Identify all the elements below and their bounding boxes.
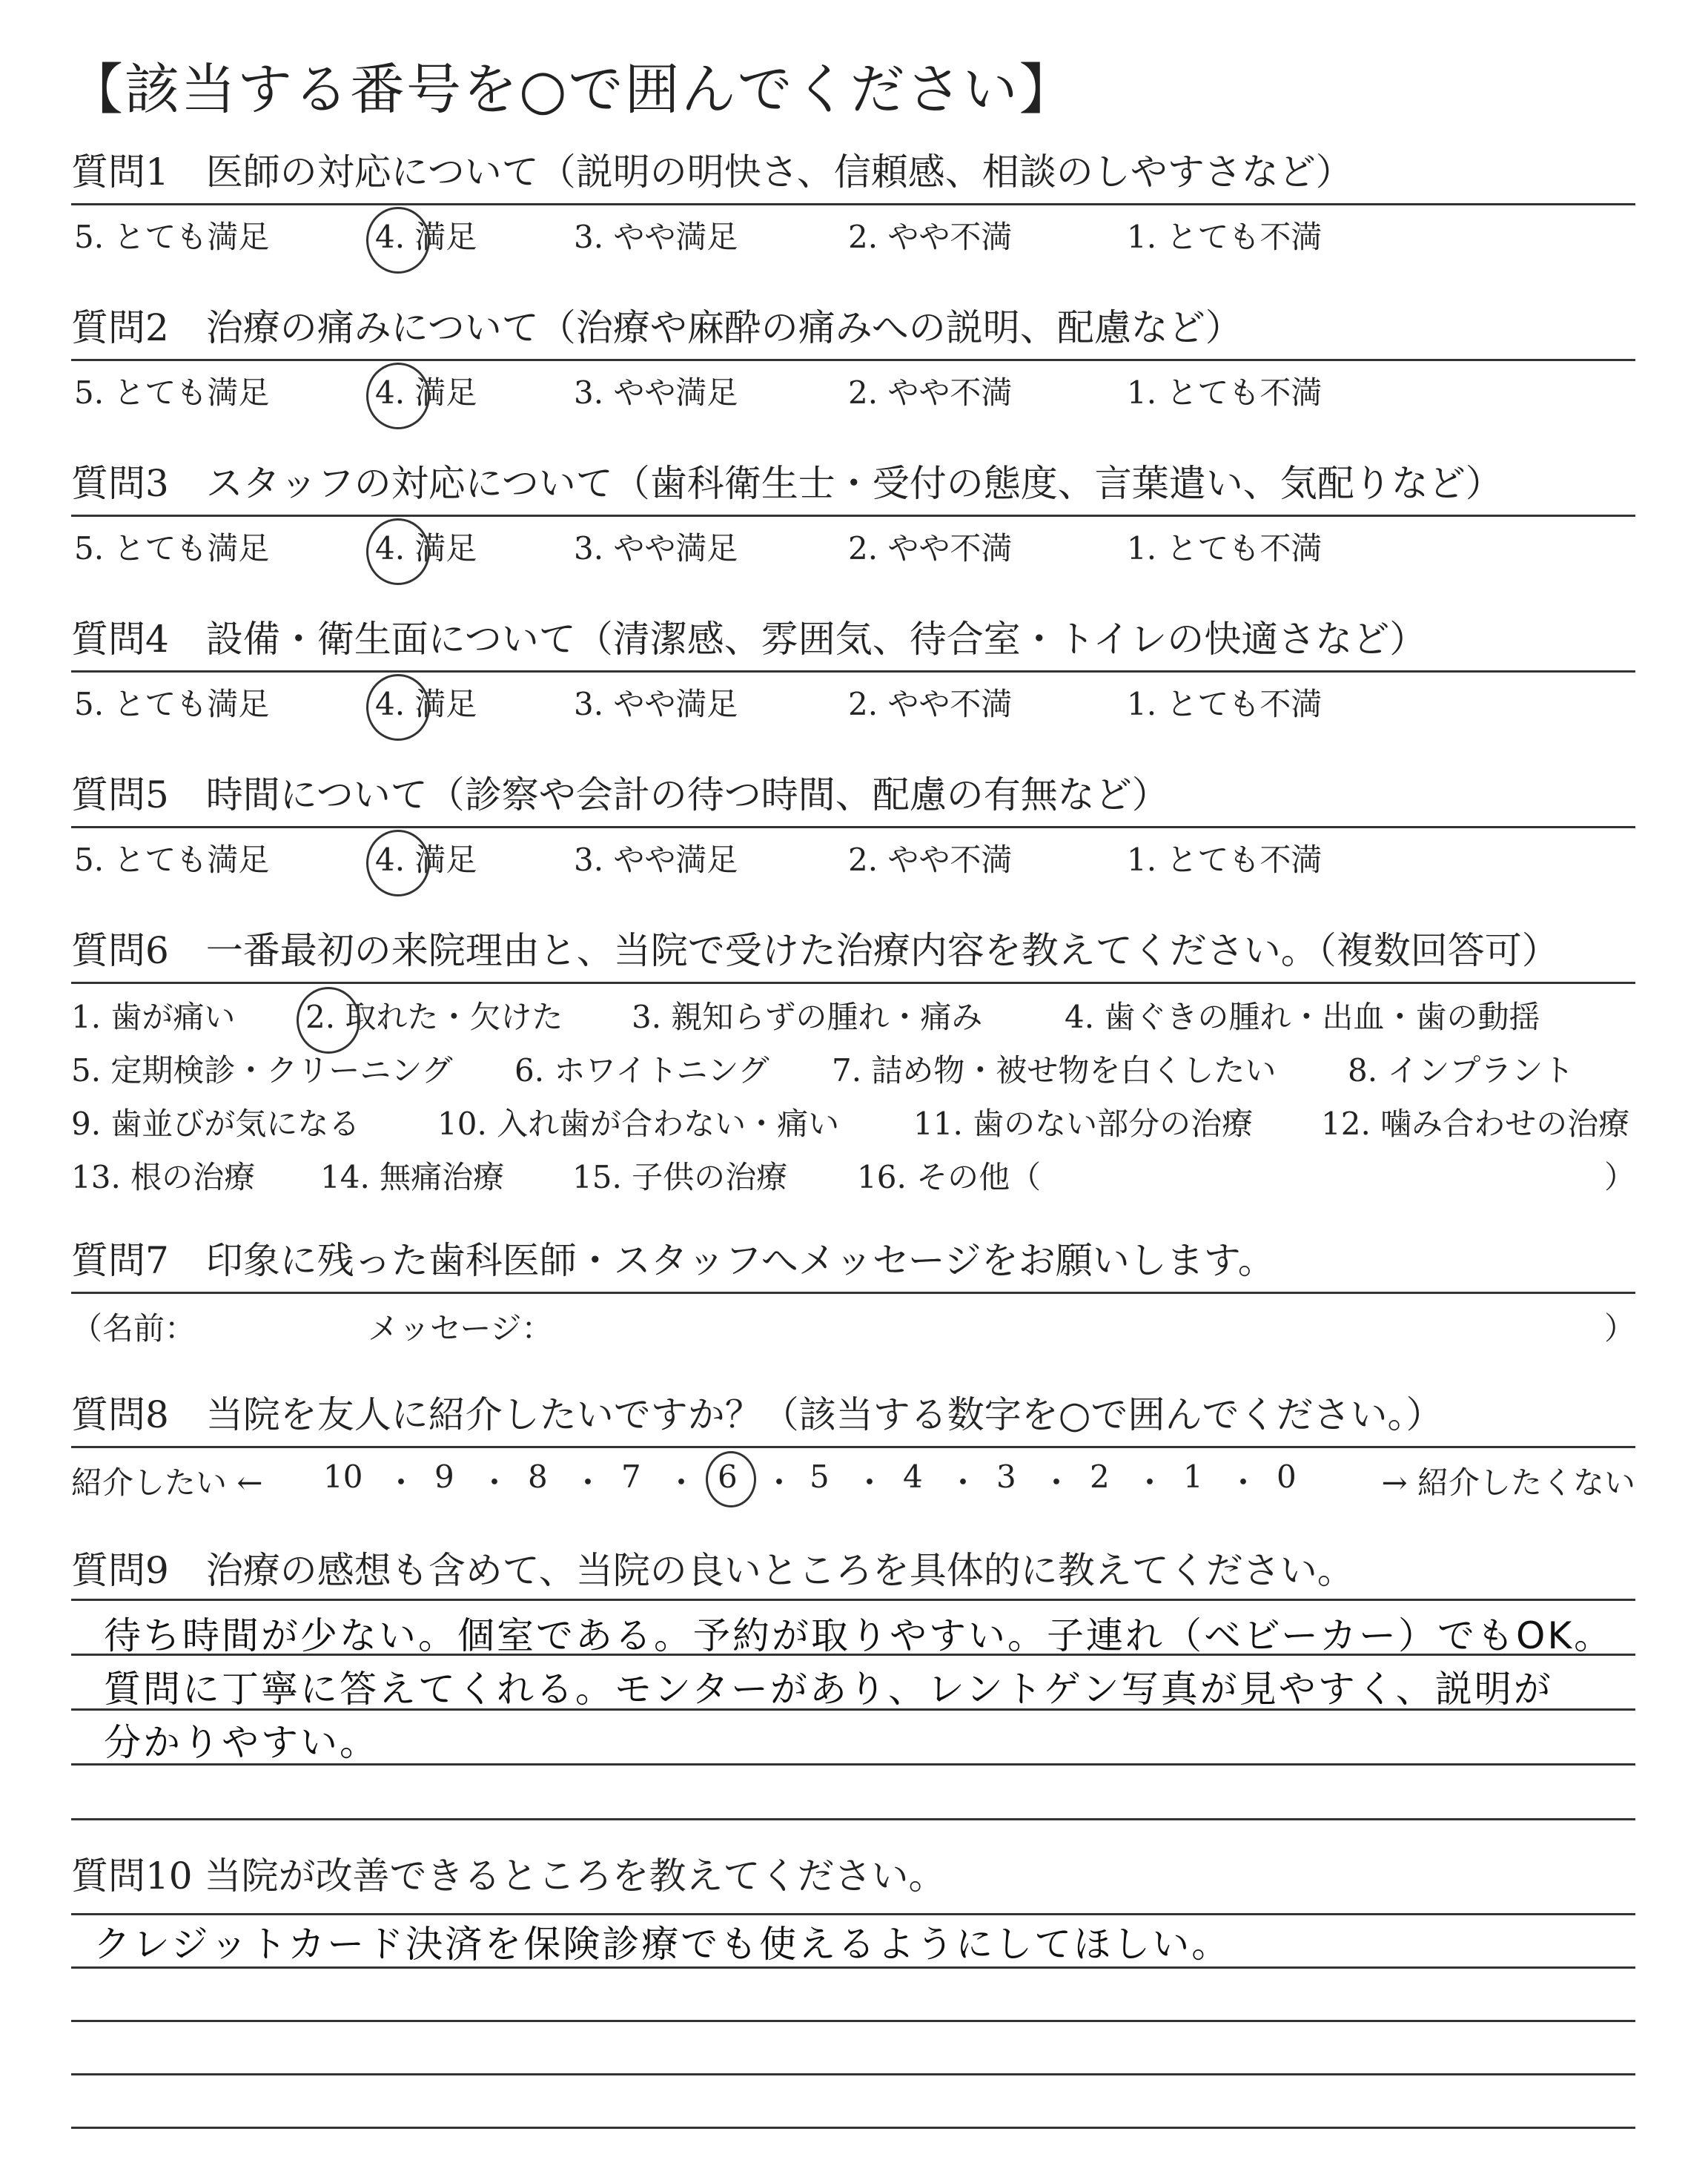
q6-option-3[interactable]: 3. 親知らずの腫れ・痛み: [632, 999, 983, 1035]
choice-5[interactable]: 5. とても満足: [74, 219, 270, 255]
name-label: （名前：: [71, 1310, 196, 1347]
question-label: 質問9 治療の感想も含めて、当院の良いところを具体的に教えてください。: [71, 1549, 1354, 1592]
handwritten-answer-line: 分かりやすい。: [104, 1721, 379, 1764]
choice-3[interactable]: 3. やや満足: [574, 686, 738, 722]
scale-separator: ・: [1041, 1464, 1073, 1501]
scale-number: 7: [621, 1459, 641, 1495]
question-label: 質問1 医師の対応について（説明の明快さ、信頼感、相談のしやすさなど）: [71, 148, 1635, 205]
q7-fields: [71, 1294, 1635, 1353]
page-title: 【該当する番号を○で囲んでください】: [68, 58, 1076, 122]
choice-1[interactable]: 1. とても不満: [1127, 842, 1323, 878]
question-label: 質問7 印象に残った歯科医師・スタッフへメッセージをお願いします。: [71, 1237, 1635, 1294]
scale-9[interactable]: [434, 1459, 454, 1495]
scale-6-selected[interactable]: [718, 1459, 738, 1495]
scale-number: 1: [1183, 1459, 1203, 1495]
choice-4-selected[interactable]: 4. 満足: [375, 369, 477, 413]
q6-option-6[interactable]: 6. ホワイトニング: [514, 1052, 769, 1089]
scale-3[interactable]: [996, 1459, 1016, 1495]
choice-1[interactable]: 1. とても不満: [1127, 374, 1323, 411]
recommend-left-label: 紹介したい ←: [71, 1464, 263, 1501]
q6-option-14[interactable]: 14. 無痛治療: [320, 1159, 505, 1195]
scale-4[interactable]: [903, 1459, 923, 1495]
question-4: [71, 615, 1635, 721]
q6-option-1[interactable]: 1. 歯が痛い: [71, 999, 236, 1035]
question-7: [71, 1237, 1635, 1353]
choice-4-selected[interactable]: 4. 満足: [375, 524, 477, 569]
ruled-line: [71, 2073, 1635, 2075]
question-2: [71, 304, 1635, 410]
scale-number: 4: [903, 1459, 923, 1495]
choice-2[interactable]: 2. やや不満: [848, 374, 1013, 411]
choice-4-selected[interactable]: 4. 満足: [375, 836, 477, 880]
choice-2[interactable]: 2. やや不満: [848, 219, 1013, 255]
choice-2[interactable]: 2. やや不満: [848, 686, 1013, 722]
q6-option-16[interactable]: 16. その他（: [857, 1159, 1042, 1195]
choice-3[interactable]: 3. やや満足: [574, 842, 738, 878]
q6-option-4[interactable]: 4. 歯ぐきの腫れ・出血・歯の動揺: [1065, 999, 1540, 1035]
scale-5[interactable]: [810, 1459, 830, 1495]
q8-scale: [71, 1448, 1635, 1507]
scale-separator: ・: [947, 1464, 979, 1501]
scale-2[interactable]: [1090, 1459, 1110, 1495]
q6-option-10[interactable]: 10. 入れ歯が合わない・痛い: [437, 1106, 840, 1142]
question-3: [71, 460, 1635, 566]
scale-number: 2: [1090, 1459, 1110, 1495]
q6-option-11[interactable]: 11. 歯のない部分の治療: [913, 1106, 1254, 1142]
scale-number: 10: [323, 1459, 363, 1495]
q6-close-paren: ）: [1603, 1159, 1635, 1195]
question-label: 質問5 時間について（診察や会計の待つ時間、配慮の有無など）: [71, 771, 1635, 828]
q6-options: [71, 984, 1635, 1206]
scale-1[interactable]: [1183, 1459, 1203, 1495]
question-label: 質問8 当院を友人に紹介したいですか？（該当する数字を○で囲んでください。）: [71, 1391, 1635, 1448]
question-label: 質問6 一番最初の来院理由と、当院で受けた治療内容を教えてください。（複数回答可）: [71, 927, 1635, 984]
question-6: [71, 927, 1635, 1206]
choice-1[interactable]: 1. とても不満: [1127, 686, 1323, 722]
rating-choices: [71, 673, 1635, 721]
scale-separator: ・: [1134, 1464, 1166, 1501]
recommend-right-label: → 紹介したくない: [1381, 1464, 1635, 1501]
scale-separator: ・: [666, 1464, 698, 1501]
rating-choices: [71, 361, 1635, 410]
scale-separator: ・: [854, 1464, 886, 1501]
message-label: メッセージ：: [368, 1310, 553, 1347]
q6-option-12[interactable]: 12. 噛み合わせの治療: [1321, 1106, 1630, 1142]
handwritten-answer-line: 質問に丁寧に答えてくれる。モンターがあり、レントゲン写真が見やすく、説明が: [104, 1668, 1553, 1711]
scale-separator: ・: [385, 1464, 417, 1501]
scale-10[interactable]: [323, 1459, 363, 1495]
q6-option-2-selected[interactable]: 2. 取れた・欠けた: [305, 993, 563, 1037]
choice-5[interactable]: 5. とても満足: [74, 842, 270, 878]
q6-option-5[interactable]: 5. 定期検診・クリーニング: [71, 1052, 453, 1089]
question-label: 質問4 設備・衛生面について（清潔感、雰囲気、待合室・トイレの快適さなど）: [71, 615, 1635, 673]
q6-option-13[interactable]: 13. 根の治療: [71, 1159, 256, 1195]
ruled-line: [71, 1818, 1635, 1820]
scale-separator: ・: [479, 1464, 511, 1501]
handwritten-answer-line: 待ち時間が少ない。個室である。予約が取りやすい。子連れ（ベビーカー）でもOK。: [104, 1614, 1614, 1657]
question-8: [71, 1391, 1635, 1507]
rating-choices: [71, 517, 1635, 566]
rating-choices: [71, 828, 1635, 877]
choice-2[interactable]: 2. やや不満: [848, 530, 1013, 567]
choice-4-selected[interactable]: 4. 満足: [375, 680, 477, 724]
scale-number: 3: [996, 1459, 1016, 1495]
q6-option-7[interactable]: 7. 詰め物・被せ物を白くしたい: [832, 1052, 1277, 1089]
choice-1[interactable]: 1. とても不満: [1127, 219, 1323, 255]
question-label: 質問10 当院が改善できるところを教えてください。: [71, 1855, 946, 1898]
choice-2[interactable]: 2. やや不満: [848, 842, 1013, 878]
scale-number: 6: [718, 1459, 738, 1495]
ruled-line: [71, 2020, 1635, 2022]
choice-3[interactable]: 3. やや満足: [574, 530, 738, 567]
handwritten-answer-line: クレジットカード決済を保険診療でも使えるようにしてほしい。: [93, 1923, 1231, 1966]
scale-number: 8: [528, 1459, 548, 1495]
choice-1[interactable]: 1. とても不満: [1127, 530, 1323, 567]
choice-5[interactable]: 5. とても満足: [74, 374, 270, 411]
rating-choices: [71, 205, 1635, 254]
choice-3[interactable]: 3. やや満足: [574, 374, 738, 411]
ruled-line: [71, 1599, 1635, 1601]
scale-7[interactable]: [621, 1459, 641, 1495]
scale-0[interactable]: [1277, 1459, 1297, 1495]
q6-option-9[interactable]: 9. 歯並びが気になる: [71, 1106, 360, 1142]
q7-close-paren: ）: [1603, 1310, 1635, 1347]
ruled-line: [71, 2127, 1635, 2129]
scale-separator: ・: [764, 1464, 795, 1501]
question-label: 質問3 スタッフの対応について（歯科衛生士・受付の態度、言葉遣い、気配りなど）: [71, 460, 1635, 517]
choice-5[interactable]: 5. とても満足: [74, 686, 270, 722]
choice-4-selected[interactable]: 4. 満足: [375, 213, 477, 257]
question-10: [71, 1852, 1635, 1966]
q6-option-15[interactable]: 15. 子供の治療: [572, 1159, 788, 1195]
question-5: [71, 771, 1635, 877]
scale-number: 0: [1277, 1459, 1297, 1495]
question-9: [71, 1547, 1635, 1764]
question-1: [71, 148, 1635, 254]
scale-separator: ・: [1228, 1464, 1260, 1501]
question-label: 質問2 治療の痛みについて（治療や麻酔の痛みへの説明、配慮など）: [71, 304, 1635, 361]
choice-3[interactable]: 3. やや満足: [574, 219, 738, 255]
choice-5[interactable]: 5. とても満足: [74, 530, 270, 567]
scale-8[interactable]: [528, 1459, 548, 1495]
scale-number: 5: [810, 1459, 830, 1495]
scale-separator: ・: [572, 1464, 604, 1501]
q6-option-8[interactable]: 8. インプラント: [1348, 1052, 1575, 1089]
scale-number: 9: [434, 1459, 454, 1495]
